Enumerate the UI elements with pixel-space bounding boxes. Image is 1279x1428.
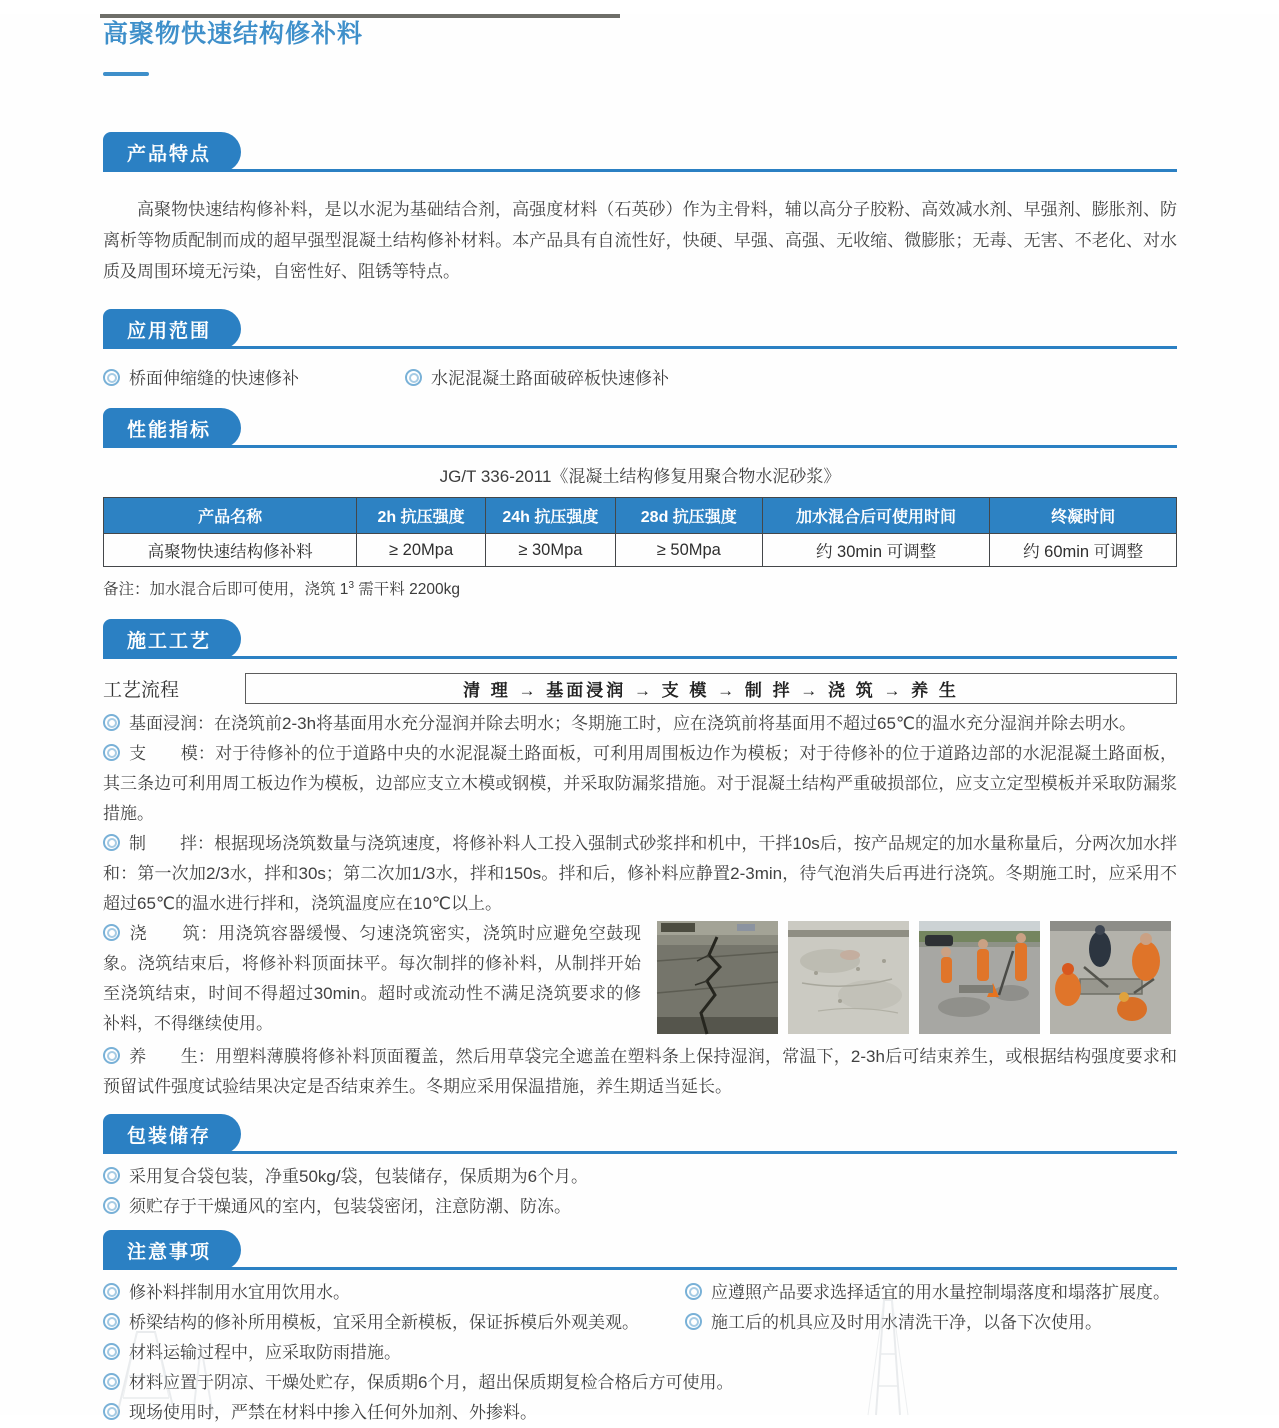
precaution-item <box>103 1398 1177 1428</box>
precaution-item <box>685 1308 1177 1338</box>
step-label: 制 拌： <box>129 834 215 853</box>
table-header-cell: 28d 抗压强度 <box>615 498 762 534</box>
watermark-bridge-tower-left <box>103 1326 223 1420</box>
table-header-cell: 2h 抗压强度 <box>357 498 486 534</box>
standard-reference: JG/T 336-2011《混凝土结构修复用聚合物水泥砂浆》 <box>439 467 841 486</box>
ring-bullet-icon <box>685 1283 702 1300</box>
table-header-cell: 产品名称 <box>104 498 357 534</box>
section-tab-features: 产品特点 <box>103 132 241 172</box>
packaging-item-text: 须贮存于干燥通风的室内，包装袋密闭，注意防潮、防冻。 <box>129 1197 571 1216</box>
ring-bullet-icon <box>103 714 120 731</box>
step-label: 养 生： <box>129 1047 216 1066</box>
table-header-cell: 加水混合后可使用时间 <box>762 498 989 534</box>
precaution-item-text: 现场使用时，严禁在材料中掺入任何外加剂、外掺料。 <box>129 1403 537 1422</box>
product-datasheet-page <box>0 14 1279 1422</box>
packaging-item <box>103 1162 1177 1192</box>
table-cell: ≥ 50Mpa <box>615 534 762 567</box>
page-title: 高聚物快速结构修补料 <box>103 20 364 48</box>
step-text: 在浇筑前2-3h将基面用水充分湿润并除去明水；冬期施工时，应在浇筑前将基面用不超过65℃的温水充分湿润并除去明水。 <box>214 714 1137 733</box>
process-step-mixing <box>103 829 1177 919</box>
ring-bullet-icon <box>103 1167 120 1184</box>
step-text: 用塑料薄膜将修补料顶面覆盖，然后用草袋完全遮盖在塑料条上保持湿润，常温下，2-3h后可结束养生，或根据结构强度要求和预留试件强度试验结果决定是否结束养生。冬期应采用保温措施，养生期适当延长。 <box>103 1047 1178 1096</box>
table-cell: ≥ 20Mpa <box>357 534 486 567</box>
ring-bullet-icon <box>103 834 120 851</box>
precautions-right-column <box>685 1278 1177 1368</box>
photo-workers-repairing-expansion-joint <box>919 921 1040 1034</box>
packaging-item-text: 采用复合袋包装，净重50kg/袋，包装储存，保质期为6个月。 <box>129 1167 589 1186</box>
precaution-item <box>103 1368 1177 1398</box>
process-flow-box: 清 理 → 基面浸润 → 支 模 → 制 拌 → 浇 筑 → 养 生 <box>245 673 1177 704</box>
step-label: 基面浸润： <box>129 714 214 733</box>
section-header-applications <box>103 309 1177 349</box>
table-header-row <box>104 498 1177 534</box>
precaution-item-text: 材料应置于阴凉、干燥处贮存，保质期6个月，超出保质期复检合格后方可使用。 <box>129 1373 734 1392</box>
ring-bullet-icon <box>405 369 422 386</box>
ring-bullet-icon <box>685 1313 702 1330</box>
section-tab-packaging: 包装储存 <box>103 1114 241 1154</box>
application-item <box>103 363 405 394</box>
table-row <box>104 534 1177 567</box>
table-cell: 约 60min 可调整 <box>990 534 1177 567</box>
performance-table <box>103 497 1177 567</box>
section-header-features <box>103 132 1177 172</box>
table-note-suffix: 需干料 2200kg <box>354 581 460 598</box>
process-photos <box>657 921 1171 1034</box>
process-step-wetting <box>103 709 1177 739</box>
application-item-text: 桥面伸缩缝的快速修补 <box>129 369 299 388</box>
step-text: 对于待修补的位于道路中央的水泥混凝土路面板，可利用周围板边作为模板；对于待修补的位于道路边部的水泥混凝土路面板，其三条边可利用周工板边作为模板，边部应支立木模或钢模，并采取防漏浆措施。对于混凝土结构严重破损部位，应支立定型模板并采取防漏浆措施。 <box>103 744 1178 823</box>
process-flow-row <box>103 673 1177 704</box>
features-paragraph: 高聚物快速结构修补料，是以水泥为基础结合剂，高强度材料（石英砂）作为主骨料，辅以高分子胶粉、高效减水剂、早强剂、膨胀剂、防离析等物质配制而成的超早强型混凝土结构修补材料。本产品具有自流性好，快硬、早强、高强、无收缩、微膨胀；无毒、无害、不老化、对水质及周围环境无污染，自密性好、阻锈等特点。 <box>103 200 1177 281</box>
section-tab-applications: 应用范围 <box>103 309 241 349</box>
step-text: 根据现场浇筑数量与浇筑速度，将修补料人工投入强制式砂浆拌和机中，干拌10s后，按产品规定的加水量称量后，分两次加水拌和：第一次加2/3水，拌和30s；第二次加1/3水，拌和150s。拌和后，修补料应静置2-3min，待气泡消失后再进行浇筑。冬期施工时，应采用不超过65℃的温水进行拌和，浇筑温度应在10℃以上。 <box>103 834 1177 913</box>
precaution-item <box>685 1278 1177 1308</box>
process-step-formwork <box>103 739 1177 829</box>
process-step-curing <box>103 1042 1177 1102</box>
ring-bullet-icon <box>103 924 120 941</box>
title-underline <box>103 72 149 76</box>
section-tab-precautions: 注意事项 <box>103 1230 241 1270</box>
ring-bullet-icon <box>103 1047 120 1064</box>
table-note <box>103 577 1177 599</box>
photo-cracked-dark-pavement <box>657 921 778 1034</box>
section-tab-performance: 性能指标 <box>103 408 241 448</box>
process-steps <box>103 709 1177 1102</box>
section-header-precautions <box>103 1230 1177 1270</box>
precaution-item-text: 修补料拌制用水宜用饮用水。 <box>129 1283 350 1302</box>
photo-damaged-concrete-slab <box>788 921 909 1034</box>
precautions-full-width <box>103 1368 1177 1428</box>
ring-bullet-icon <box>103 1283 120 1300</box>
photo-workers-placing-repair-material <box>1050 921 1171 1034</box>
top-edge-artifact <box>100 14 620 18</box>
table-header-cell: 24h 抗压强度 <box>485 498 615 534</box>
table-note-prefix: 备注：加水混合后即可使用，浇筑 1 <box>103 581 349 598</box>
packaging-item <box>103 1192 1177 1222</box>
section-tab-process: 施工工艺 <box>103 619 241 659</box>
applications-list <box>103 363 1177 394</box>
precaution-item-text: 材料运输过程中，应采取防雨措施。 <box>129 1343 401 1362</box>
table-cell: ≥ 30Mpa <box>485 534 615 567</box>
ring-bullet-icon <box>103 1197 120 1214</box>
precaution-item <box>103 1278 685 1308</box>
ring-bullet-icon <box>103 369 120 386</box>
ring-bullet-icon <box>103 744 120 761</box>
step-text: 用浇筑容器缓慢、匀速浇筑密实，浇筑时应避免空鼓现象。浇筑结束后，将修补料顶面抹平。每次制拌的修补料，从制拌开始至浇筑结束，时间不得超过30min。超时或流动性不满足浇筑要求的修补料，不得继续使用。 <box>103 924 642 1033</box>
application-item-text: 水泥混凝土路面破碎板快速修补 <box>431 369 669 388</box>
section-header-process <box>103 619 1177 659</box>
step-label: 支 模： <box>129 744 216 763</box>
table-note-superscript: 3 <box>348 579 354 591</box>
process-flow-label: 工艺流程 <box>103 680 180 701</box>
precautions-columns <box>103 1278 1177 1368</box>
packaging-list <box>103 1162 1177 1222</box>
table-cell: 约 30min 可调整 <box>762 534 989 567</box>
precaution-item-text: 施工后的机具应及时用水清洗干净，以备下次使用。 <box>711 1313 1102 1332</box>
precaution-item-text: 桥梁结构的修补所用模板，宜采用全新模板，保证拆模后外观美观。 <box>129 1313 639 1332</box>
table-cell: 高聚物快速结构修补料 <box>104 534 357 567</box>
application-item <box>405 363 669 394</box>
section-header-performance <box>103 408 1177 448</box>
section-header-packaging <box>103 1114 1177 1154</box>
table-header-cell: 终凝时间 <box>990 498 1177 534</box>
watermark-bridge-tower-center <box>862 1294 914 1420</box>
precaution-item-text: 应遵照产品要求选择适宜的用水量控制塌落度和塌落扩展度。 <box>711 1283 1170 1302</box>
step-label: 浇 筑： <box>129 924 218 943</box>
